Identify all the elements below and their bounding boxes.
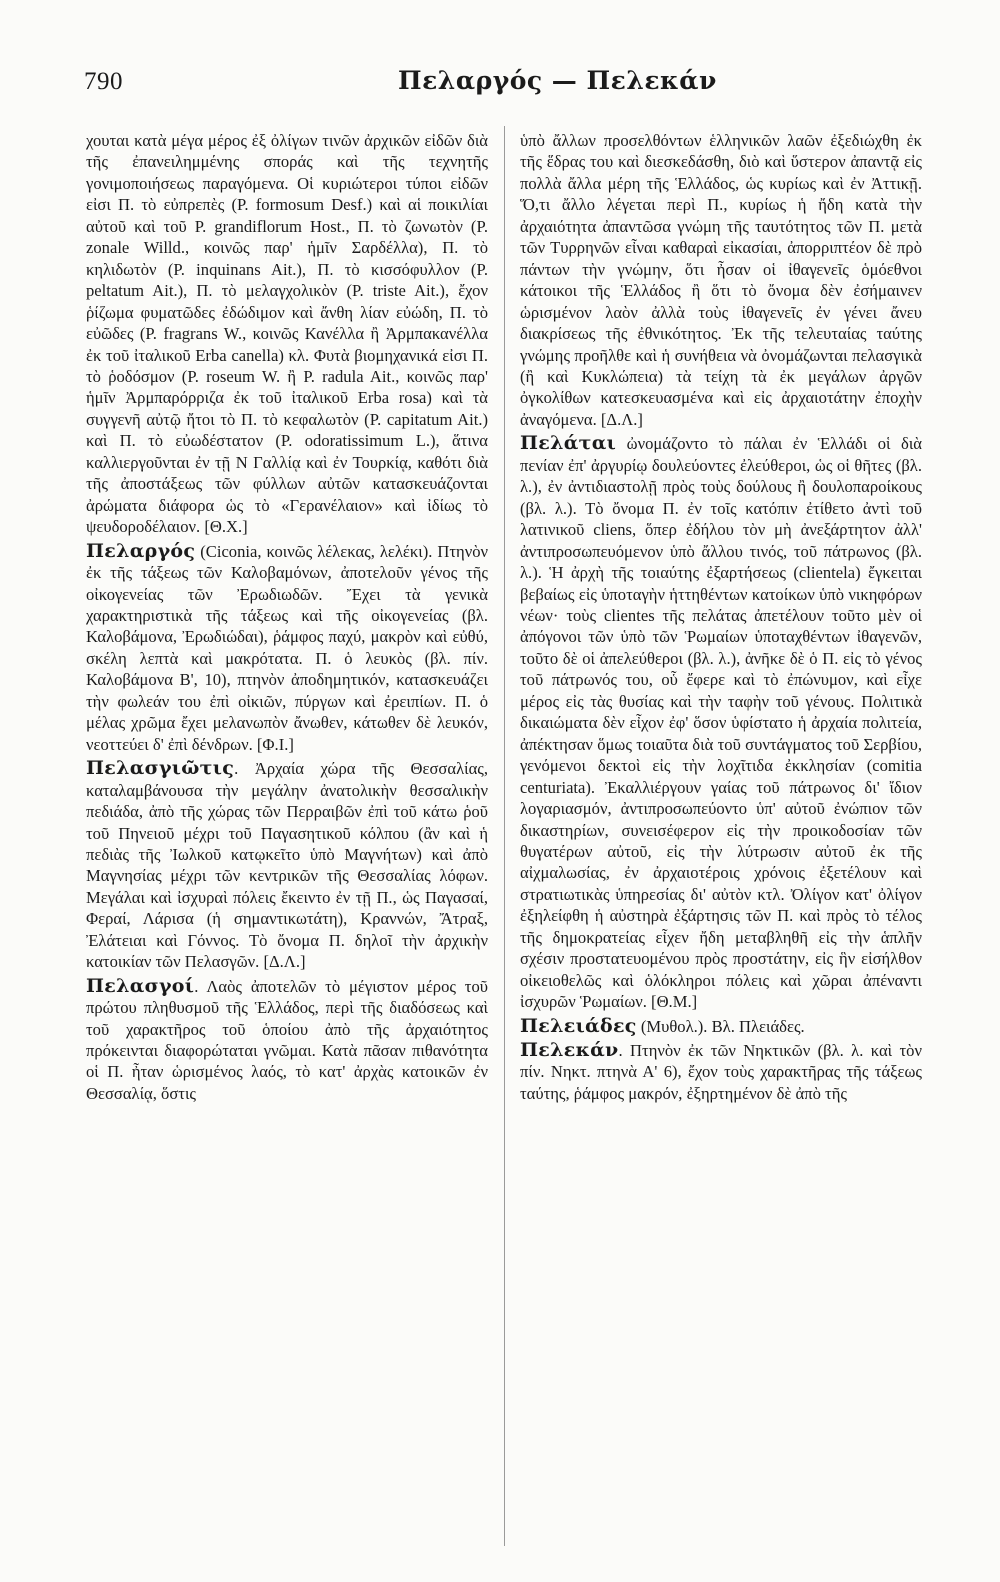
entry-text: . Λαὸς ἀποτελῶν τὸ μέγιστον μέρος τοῦ πρώτου πληθυσμοῦ τῆς Ἑλλάδος, περὶ τῆς διαδόσεως καὶ τοῦ χαρακτῆρος τοῦ ὁποίου ἀπὸ τῆς ἀρχαιότητος πρόκεινται διαφορώταται γνῶμαι. Κατὰ πᾶσαν πιθανότητα οἱ Π. ἦταν ὡρισμένος λαός, τὸ κατ' ἀρχὰς κατοικῶν ἐν Θεσσαλίᾳ, ὅστις [86,976,488,1103]
entry-pelekan [520,1040,922,1104]
entry-text: . Πτηνὸν ἐκ τῶν Νηκτικῶν (βλ. λ. καὶ τὸν πίν. Νηκτ. πτηνὰ Α' 6), ἔχον τοὺς χαρακτῆρας τῆς τάξεως ταύτης, ῥάμφος μακρόν, ἐξηρτημένον δὲ ἀπὸ τῆς [520,1041,922,1103]
continued-entry-text: ὑπὸ ἄλλων προσελθόντων ἑλληνικῶν λαῶν ἐξεδιώχθη ἐκ τῆς ἕδρας του καὶ διεσκεδάσθη, διὸ καὶ ὕστερον ἀπαντᾷ εἰς πολλὰ ἄλλα μέρη τῆς Ἑλλάδος, ὡς κυρίως καὶ ἐν Ἀττικῇ. Ὅ,τι ἄλλο λέγεται περὶ Π., κυρίως ἡ ἤδη κατὰ τὴν ἀρχαιότητα ἀπαντῶσα γνώμη τῆς ταυτότητος τῶν Π. μετὰ τῶν Τυρρηνῶν εἶναι καθαραὶ εἰκασίαι, ἀπορριπτέον δὲ πρὸ πάντων τὴν γνώμην, ὅτι ἦσαν οἱ ἰθαγενεῖς ὁμόεθνοι κάτοικοι τῆς Ἑλλάδος ἢ ὅτι τὸ ὄνομα δὲν ἐσήμαινεν ὡρισμένον λαὸν ἀλλὰ τοὺς ἰθαγενεῖς ἐν γένει ἄνευ διακρίσεως τῆς ἐθνικότητος. Ἐκ τῆς τελευταίας ταύτης γνώμης προῆλθε καὶ ἡ συνήθεια νὰ ὀνομάζωνται πελασγικὰ (ἢ καὶ Κυκλώπεια) τὰ τείχη τὰ ἐκ μεγάλων ἀργῶν ὀγκολίθων κατεσκευασμένα καὶ εἰς ἀρχαιοτάτην ἐποχὴν ἀναγόμενα. [Δ.Λ.] [520,131,922,429]
entry-headword: Πελασγιῶτις [86,757,235,780]
entry-headword: Πελειάδες [520,1014,637,1037]
entry-pelatai [520,433,922,1012]
entry-headword: Πελάται [520,432,617,455]
entry-pelargos [86,541,488,756]
entry-text: . Ἀρχαία χώρα τῆς Θεσσαλίας, καταλαμβάνουσα τὴν μεγάλην ἀνατολικὴν θεσσαλικὴν πεδιάδα, ἀπὸ τῆς χώρας τῶν Περραιβῶν ἐπὶ τοῦ κάτω ῥοῦ τοῦ Πηνειοῦ μέχρι τοῦ Παγασητικοῦ κόλπου (ἂν καὶ ἡ πεδιὰς τῆς Ἰωλκοῦ κατῳκεῖτο ὑπὸ Μαγνήτων) καὶ ἀπὸ Μαγνησίας μέχρι τῶν κεντρικῶν τῆς Θεσσαλίας λόφων. Μεγάλαι καὶ ἰσχυραὶ πόλεις ἔκειντο ἐν τῇ Π., ὡς Παγασαί, Φεραί, Λάρισα (ἡ σημαντικωτάτη), Κραννών, Ἄτραξ, Ἐλάτειαι καὶ Γόννος. Τὸ ὄνομα Π. δηλοῖ τὴν ἀρχικὴν κατοικίαν τῶν Πελασγῶν. [Δ.Λ.] [86,759,488,972]
entry-headword: Πελασγοί [86,974,195,997]
entry-text: ὠνομάζοντο τὸ πάλαι ἐν Ἑλλάδι οἱ διὰ πενίαν ἐπ' ἀργυρίῳ δουλεύοντες ἐλεύθεροι, ὡς οἱ θῆτες (βλ. λ.), ἐν ἀντιδιαστολῇ πρὸς τοὺς δούλους ἢ δουλοπαροίκους (βλ. λ.). Τὸ ὄνομα Π. ἐν τοῖς κατόπιν ἐτίθετο ἀντὶ τοῦ λατινικοῦ cliens, ὅπερ ἐδήλου τὸν μὴ ἀνεξάρτητον ἀλλ' ἀντιπροσωπευόμενον ὑπὸ ἄλλου τινός, τοῦ πάτρωνος (βλ. λ.). Ἡ ἀρχὴ τῆς τοιαύτης ἐξαρτήσεως (clientela) ἔγκειται βεβαίως εἰς ὑποταγὴν ἡττηθέντων κατοίκων ὑπὸ νικηφόρων νέων· τοὺς clientes τῆς πελάτας ἀπετέλουν τοῦτο μὲν οἱ ἀπόγονοι τῶν ὑπὸ τῶν Ῥωμαίων ὑποταχθέντων ἰθαγενῶν, τοῦτο δὲ οἱ ἀπελεύθεροι (βλ. λ.), ἀνῆκε δὲ ὁ Π. εἰς τὸ γένος τοῦ πάτρωνός του, οὗ ἔφερε καὶ τὸ ἐπώνυμον, καὶ εἶχε μέρος εἰς τὰς θυσίας καὶ τὴν ταφὴν τοῦ γένους. Πολιτικὰ δικαιώματα δὲν εἶχον ἐφ' ὅσον ὑφίστατο ἡ ἀρχαία πολιτεία, ἀπέκτησαν ὅμως τοιαῦτα διὰ τοῦ συντάγματος τοῦ Σερβίου, γενόμενοι δεκτοὶ εἰς τὴν λοχῖτιδα ἐκκλησίαν (comitia centuriata). Ἐκαλλιέργουν γαίας τοῦ πάτρωνος δι' ἴδιον λογαριασμόν, ἀντιπροσωπεύοντο ὑπ' αὐτοῦ ἐνώπιον τῶν δικαστηρίων, συνεισέφερον εἰς τὴν προικοδοσίαν τῶν θυγατέρων αὐτοῦ, εἰς τὴν λύτρωσιν αὐτοῦ ἐκ τῆς αἰχμαλωσίας, ἐν ἀρχαιοτέροις χρόνοις ἐξετέλουν καὶ στρατιωτικὰς ὑπηρεσίας δι' αὐτὸν κτλ. Ὀλίγον κατ' ὀλίγον ἐξηλείφθη ἡ αὐστηρὰ ἐξάρτησις τῶν Π. καὶ πρὸς τὸ τέλος τῆς δημοκρατείας εἶχεν ἤδη μεταβληθῆ εἰς τὴν ἁπλῆν σχέσιν προστατευομένου πρὸς προστάτην, εἰς ἣν εἰσήλθον οἰκειοθελῶς καὶ ὁλόκληροι πόλεις καὶ χῶραι ἀπέναντι ἰσχυρῶν Ῥωμαίων. [Θ.Μ.] [520,434,922,1012]
entry-headword: Πελαργός [86,539,196,562]
running-head: Πελαργός — Πελεκάν [398,66,717,95]
left-column [86,130,488,1107]
right-column [520,130,922,1107]
entry-headword: Πελεκάν [520,1039,619,1062]
entry-peleiades [520,1016,922,1037]
column-divider [504,126,505,1546]
continued-entry-text: χουται κατὰ μέγα μέρος ἐξ ὀλίγων τινῶν ἀρχικῶν εἰδῶν διὰ τῆς ἐπανειλημμένης σποράς καὶ τῆς τεχνητῆς γονιμοποιήσεως παραγόμενα. Οἱ κυριώτεροι τύποι εἰδῶν εἰσι Π. τὸ εὐπρεπὲς (P. formosum Desf.) καὶ αἱ ποικιλίαι αὐτοῦ καὶ τοῦ P. grandiflorum Host., Π. τὸ ζωνωτὸν (P. zonale Willd., κοινῶς παρ' ἡμῖν Σαρδέλλα), Π. τὸ κηλιδωτὸν (P. inquinans Ait.), Π. τὸ κισσόφυλλον (P. peltatum Ait.), Π. τὸ μελαγχολικὸν (P. triste Ait.), ἔχον ῥίζωμα φυματῶδες ἐδώδιμον καὶ ἄνθη λίαν εὐώδη, Π. τὸ εὐῶδες (P. fragrans W., κοινῶς Κανέλλα ἢ Ἀρμπακανέλλα ἐκ τοῦ ἰταλικοῦ Erba canella) κλ. Φυτὰ βιομηχανικά εἰσι Π. τὸ ῥοδόσμον (P. roseum W. ἢ P. radula Ait., κοινῶς παρ' ἡμῖν Ἀρμπαρόρριζα ἐκ τοῦ ἰταλικοῦ Erba rosa) καὶ τὰ συγγενῆ αὐτῷ ἤτοι τὸ Π. τὸ κεφαλωτὸν (P. capitatum Ait.) καὶ Π. τὸ εὐωδέστατον (P. odoratissimum L.), ἅτινα καλλιεργοῦνται ἐν τῇ Ν Γαλλίᾳ καὶ ἐν Τουρκίᾳ, καθότι διὰ τῆς ἀποστάξεως τῶν φύλλων αὐτῶν κατασκευάζονται ἀρώματα διάφορα ὡς τὸ «Γερανέλαιον» καὶ ἰδίως τὸ ψευδοροδέλαιον. [Θ.Χ.] [86,131,488,537]
entry-text: (Ciconia, κοινῶς λέλεκας, λελέκι). Πτηνὸν ἐκ τῆς τάξεως τῶν Καλοβαμόνων, ἀποτελοῦν γένος τῆς οἰκογενείας τῶν Ἐρωδιωδῶν. Ἔχει τὰ γενικὰ χαρακτηριστικὰ τῆς τάξεως καὶ τῆς οἰκογενείας (βλ. Καλοβάμονα, Ἐρωδιώδαι), ῥάμφος παχύ, μακρὸν καὶ εὐθύ, σκέλη λεπτὰ καὶ μακρότατα. Π. ὁ λευκὸς (βλ. πίν. Καλοβάμονα Β', 10), πτηνὸν ἀποδημητικόν, κατασκευάζει τὴν φωλεάν του ἐπὶ οἰκιῶν, πύργων καὶ ἐρειπίων. Π. ὁ μέλας χρῶμα ἔχει μελανωπὸν ἄνωθεν, κάτωθεν δὲ λευκόν, νεοττεύει δ' ἐπὶ δένδρων. [Φ.Ι.] [86,541,488,754]
entry-pelasgiotis [86,758,488,973]
entry-text: (Μυθολ.). Βλ. Πλειάδες. [636,1016,805,1036]
entry-pelasgoi [86,976,488,1105]
page-number: 790 [84,68,123,95]
